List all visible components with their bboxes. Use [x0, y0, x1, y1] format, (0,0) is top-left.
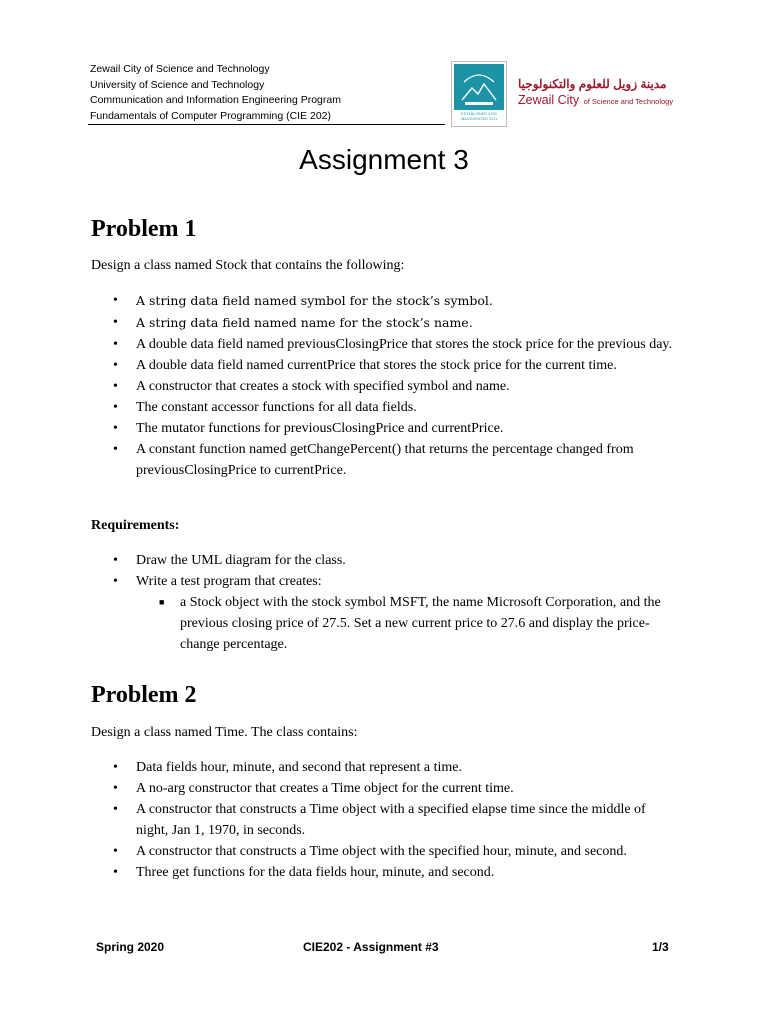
logo-emblem: [454, 64, 504, 110]
list-item-text: A constant function named getChangePercent() that returns the percentage changed from previousClosingPrice to currentPrice.: [136, 442, 634, 478]
list-item-text: Data fields hour, minute, and second that represent a time.: [136, 760, 462, 775]
institution-header: [90, 62, 440, 124]
list-item: [91, 312, 681, 334]
bullet-icon: •: [113, 379, 118, 394]
list-item-text: The mutator functions for previousClosingPrice and currentPrice.: [136, 421, 504, 436]
footer-semester: Spring 2020: [96, 940, 165, 954]
list-item: [91, 799, 681, 841]
list-item: [91, 778, 681, 799]
brand-name: Zewail City: [518, 93, 580, 107]
bullet-icon: •: [113, 315, 118, 330]
header-line: Communication and Information Engineering Program: [90, 94, 341, 106]
list-item: [91, 334, 681, 355]
list-item: [91, 418, 681, 439]
footer-page-number: 1/3: [652, 940, 669, 954]
list-item-text: A double data field named previousClosingPrice that stores the stock price for the previous day.: [136, 337, 673, 352]
bullet-icon: •: [113, 844, 118, 859]
list-item: [91, 757, 681, 778]
logo-caption: ESTABLISHED 2000 INAUGURATED 2011: [460, 112, 498, 121]
bullet-icon: •: [113, 865, 118, 880]
list-item-text: Write a test program that creates:: [136, 574, 322, 589]
list-item: [91, 439, 681, 481]
bullet-icon: •: [113, 442, 118, 457]
bullet-icon: •: [113, 574, 118, 589]
requirements-label: Requirements:: [91, 518, 180, 533]
bullet-icon: •: [113, 802, 118, 817]
list-item: [91, 290, 681, 312]
list-item-text: A string data field named symbol for the stock’s symbol.: [136, 293, 493, 308]
requirements-list: [91, 550, 681, 655]
footer-course: CIE202 - Assignment #3: [303, 940, 439, 954]
page-title: Assignment 3: [299, 144, 469, 175]
list-item: [91, 376, 681, 397]
bullet-icon: •: [113, 293, 118, 308]
bullet-icon: •: [113, 781, 118, 796]
header-line: Fundamentals of Computer Programming (CIE 202): [90, 109, 332, 122]
problem-1-intro: Design a class named Stock that contains the following:: [91, 258, 405, 273]
bullet-icon: •: [113, 337, 118, 352]
brand-arabic: مدينة زويل للعلوم والتكنولوجيا: [518, 77, 667, 91]
list-item-text: A constructor that constructs a Time object with the specified hour, minute, and second.: [136, 844, 627, 859]
problem-2-list: [91, 757, 681, 883]
problem-2-intro: Design a class named Time. The class contains:: [91, 725, 358, 740]
bullet-icon: •: [113, 760, 118, 775]
square-bullet-icon: ■: [159, 597, 165, 607]
problem-1-list: [91, 290, 681, 481]
list-item-text: A string data field named name for the stock’s name.: [136, 315, 473, 330]
nested-list-item: [91, 592, 681, 655]
bullet-icon: •: [113, 421, 118, 436]
header-line: Zewail City of Science and Technology: [90, 63, 270, 75]
problem-2-heading: Problem 2: [91, 682, 197, 708]
pyramid-icon: [454, 64, 504, 110]
bullet-icon: •: [113, 358, 118, 373]
list-item: [91, 355, 681, 376]
list-item-text: A constructor that creates a stock with specified symbol and name.: [136, 379, 510, 394]
bullet-icon: •: [113, 400, 118, 415]
list-item: [91, 397, 681, 418]
brand-wordmark: [518, 76, 693, 110]
list-item-text: Three get functions for the data fields hour, minute, and second.: [136, 865, 495, 880]
header-divider: [88, 124, 445, 125]
list-item-text: The constant accessor functions for all data fields.: [136, 400, 417, 415]
list-item: [91, 862, 681, 883]
brand-english: [518, 92, 693, 110]
list-item-text: a Stock object with the stock symbol MSFT, the name Microsoft Corporation, and the previous closing price of 27.5. Set a new current price to 27.6 and display the price-change percentage.: [180, 595, 661, 652]
bullet-icon: •: [113, 553, 118, 568]
zewail-city-logo: [451, 61, 507, 127]
list-item-text: A constructor that constructs a Time object with a specified elapse time since the middle of night, Jan 1, 1970, in seconds.: [136, 802, 646, 838]
header-line: University of Science and Technology: [90, 78, 265, 91]
list-item-text: Draw the UML diagram for the class.: [136, 553, 346, 568]
list-item: [91, 571, 681, 592]
list-item: [91, 841, 681, 862]
problem-1-heading: Problem 1: [91, 216, 197, 242]
list-item-text: A double data field named currentPrice that stores the stock price for the current time.: [136, 358, 617, 373]
list-item-text: A no-arg constructor that creates a Time object for the current time.: [136, 781, 514, 796]
list-item: [91, 550, 681, 571]
page-footer: [0, 940, 768, 960]
brand-sub: of Science and Technology: [583, 97, 674, 106]
